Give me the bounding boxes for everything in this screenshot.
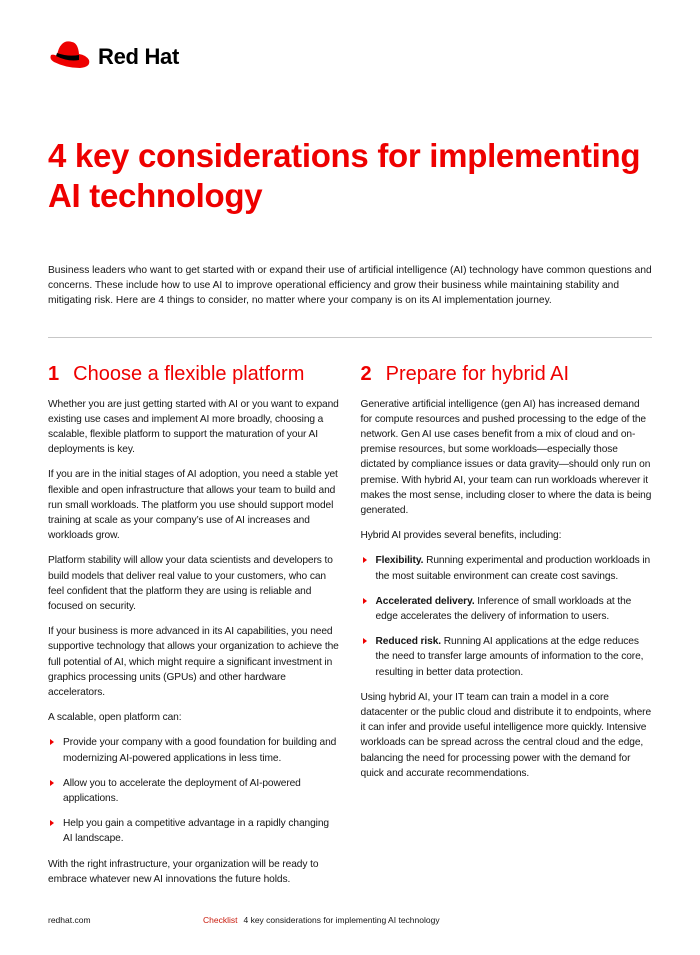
brand-name: Red Hat <box>98 44 180 69</box>
list-item: Allow you to accelerate the deployment of AI-powered applications. <box>48 776 340 806</box>
section-1 <box>48 362 340 897</box>
list-item: Flexibility. Running experimental and production workloads in the most suitable environment can create cost savings. <box>361 553 653 583</box>
caret-right-icon <box>363 598 367 604</box>
section-2 <box>361 362 653 791</box>
paragraph: With the right infrastructure, your organization will be ready to embrace whatever new AI innovations the future holds. <box>48 858 319 885</box>
caret-right-icon <box>363 638 367 644</box>
list-item: Provide your company with a good foundation for building and modernizing AI-powered applications in less time. <box>48 735 340 765</box>
paragraph: A scalable, open platform can: <box>48 712 182 724</box>
paragraph: Platform stability will allow your data scientists and developers to build models that deliver real value to your customers, who can feel confident that the platform they are using is reliable and focused on security. <box>48 555 333 613</box>
footer <box>48 915 652 925</box>
paragraph: Whether you are just getting started with AI or you want to expand existing use cases and implement AI more broadly, choosing a scalable, flexible platform to support the maturation of your AI deployments is key. <box>48 398 339 456</box>
footer-site: redhat.com <box>48 915 91 926</box>
bullet-list <box>361 553 653 679</box>
paragraph: Using hybrid AI, your IT team can train a model in a core datacenter or the public cloud and distribute it to endpoints, where it can infer and provide useful intelligence more quickly. Intensive workloads can be spread across the central cloud and the edge, balancing the need for processing power with the demand for quick and accurate recommendations. <box>360 691 652 779</box>
footer-doc-info: Checklist 4 key considerations for implementing AI technology <box>203 915 440 926</box>
section-heading: 1 Choose a flexible platform <box>48 362 305 385</box>
divider <box>48 337 652 338</box>
caret-right-icon <box>363 557 367 563</box>
red-hat-icon <box>48 40 92 74</box>
section-heading: 2 Prepare for hybrid AI <box>360 362 570 385</box>
intro-paragraph: Business leaders who want to get started with or expand their use of artificial intelligence (AI) technology have common questions and concerns. These include how to use AI to improve operational efficiency and grow their business while maintaining stability and mitigating risk. Here are 4 things to consider, no matter where your company is on its AI implementation journey. <box>48 265 652 307</box>
list-item: Help you gain a competitive advantage in a rapidly changing AI landscape. <box>48 816 340 846</box>
bullet-list <box>48 735 340 846</box>
paragraph: Hybrid AI provides several benefits, including: <box>360 530 562 542</box>
list-item: Reduced risk. Running AI applications at the edge reduces the need to transfer large amounts of information to the core, resulting in better data protection. <box>361 634 653 680</box>
paragraph: Generative artificial intelligence (gen AI) has increased demand for compute resources and pushed processing to the edge of the network. Gen AI use cases benefit from a mix of cloud and on-premise resources, but some workloads—especially those dictated by compliance issues or data gravity—should only run on premise. With hybrid AI, your team can run workloads wherever it makes the most sense, including closer to where the data is being generated. <box>360 398 652 517</box>
red-hat-logo <box>48 40 652 74</box>
list-item: Accelerated delivery. Inference of small workloads at the edge accelerates the delivery of information to users. <box>361 594 653 624</box>
caret-right-icon <box>50 739 54 745</box>
caret-right-icon <box>50 780 54 786</box>
columns <box>48 362 652 897</box>
caret-right-icon <box>50 820 54 826</box>
paragraph: If your business is more advanced in its AI capabilities, you need supportive technology that allows your organization to achieve the full potential of AI, which might require a significant investment in graphics processing units (GPUs) and other hardware accelerators. <box>48 626 339 699</box>
page-title: 4 key considerations for implementing AI technology <box>48 137 641 214</box>
paragraph: If you are in the initial stages of AI adoption, you need a stable yet flexible and open infrastructure that allows your team to build and run small workloads. The platform you use should support model training at scale as your company’s use of AI increases and workloads grow. <box>48 469 338 542</box>
